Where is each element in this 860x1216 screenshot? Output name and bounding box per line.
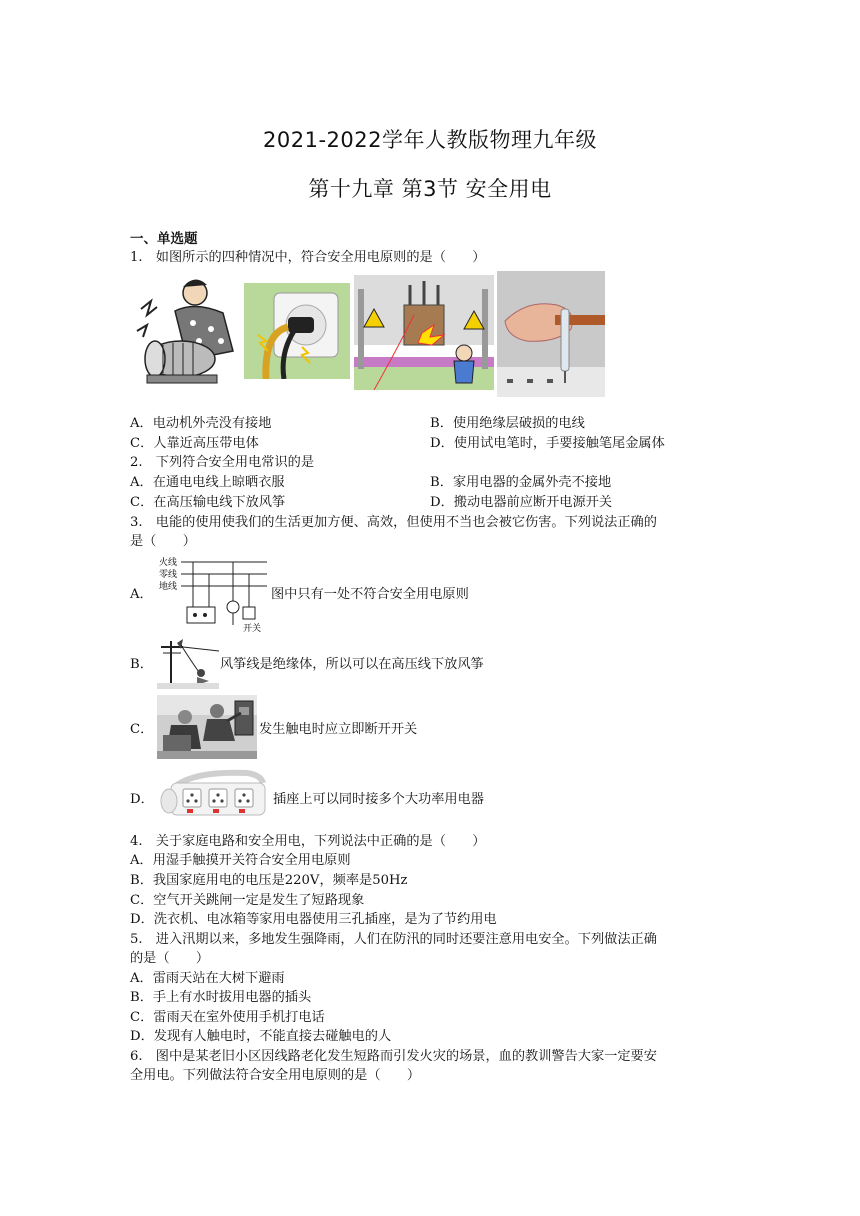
q4-option-b: B．我国家庭用电的电压是220V，频率是50Hz [130,873,408,888]
q1-high-voltage-image [354,275,494,390]
question-5-stem-line1: 5. 进入汛期以来，多地发生强降雨，人们在防汛的同时还要注意用电安全。下列做法正确 [130,932,657,947]
q4-option-a: A．用湿手触摸开关符合安全用电原则 [130,853,351,868]
question-2-stem: 2. 下列符合安全用电常识的是 [130,455,315,470]
q4-option-d: D．洗衣机、电冰箱等家用电器使用三孔插座，是为了节约用电 [130,912,497,927]
q3-option-c-text: 发生触电时应立即断开开关 [259,722,418,737]
q5-option-d: D．发现有人触电时，不能直接去碰触电的人 [130,1029,392,1044]
document-title: 2021-2022学年人教版物理九年级 [263,128,597,152]
q3-option-c-label: C． [130,722,154,737]
question-5-stem-line2: 的是（ ） [130,951,210,966]
q1-option-c: C．人靠近高压带电体 [130,436,259,451]
q1-option-d: D．使用试电笔时，手要接触笔尾金属体 [430,436,665,451]
chapter-title: 第十九章 第3节 安全用电 [308,177,552,201]
q5-option-a: A．雷雨天站在大树下避雨 [130,971,285,986]
wire-label-neutral: 零线 [159,570,178,580]
q3-option-a-label: A． [130,587,153,602]
q5-option-c: C．雷雨天在室外使用手机打电话 [130,1010,325,1025]
q3-power-strip-image [157,767,269,825]
q3-kite-image [157,637,219,689]
q5-option-b: B．手上有水时拔用电器的插头 [130,990,312,1005]
q3-electric-shock-image [157,695,257,759]
question-6-stem-line2: 全用电。下列做法符合安全用电原则的是（ ） [130,1068,421,1083]
q1-socket-image [244,283,350,379]
section-heading: 一、单选题 [130,231,198,247]
q3-option-b-text: 风筝线是绝缘体，所以可以在高压线下放风筝 [220,657,484,672]
q3-option-d-text: 插座上可以同时接多个大功率用电器 [273,792,484,807]
q2-option-b: B．家用电器的金属外壳不接地 [430,475,612,490]
q2-option-c: C．在高压输电线下放风筝 [130,495,286,510]
question-3-stem-line1: 3. 电能的使用使我们的生活更加方便、高效，但使用不当也会被它伤害。下列说法正确的 [130,515,657,530]
q3-option-a-text: 图中只有一处不符合安全用电原则 [271,587,469,602]
question-1-stem: 1. 如图所示的四种情况中，符合安全用电原则的是（ ） [130,250,486,265]
question-4-stem: 4. 关于家庭电路和安全用电，下列说法中正确的是（ ） [130,834,486,849]
q2-option-a: A．在通电电线上晾晒衣服 [130,475,285,490]
wire-label-ground: 地线 [159,582,178,592]
wire-label-live: 火线 [159,558,178,568]
q3-option-b-label: B． [130,657,153,672]
q3-circuit-diagram [157,553,269,633]
question-6-stem-line1: 6. 图中是某老旧小区因线路老化发生短路而引发火灾的场景，血的教训警告大家一定要安 [130,1049,657,1064]
q2-option-d: D．搬动电器前应断开电源开关 [430,495,613,510]
question-3-stem-line2: 是（ ） [130,534,196,549]
q1-motor-image [133,271,241,389]
q4-option-c: C．空气开关跳闸一定是发生了短路现象 [130,893,365,908]
q3-option-d-label: D． [130,792,154,807]
q1-option-b: B．使用绝缘层破损的电线 [430,416,585,431]
switch-label: 开关 [243,624,262,633]
q1-test-pen-image [497,271,605,397]
q1-option-a: A．电动机外壳没有接地 [130,416,272,431]
